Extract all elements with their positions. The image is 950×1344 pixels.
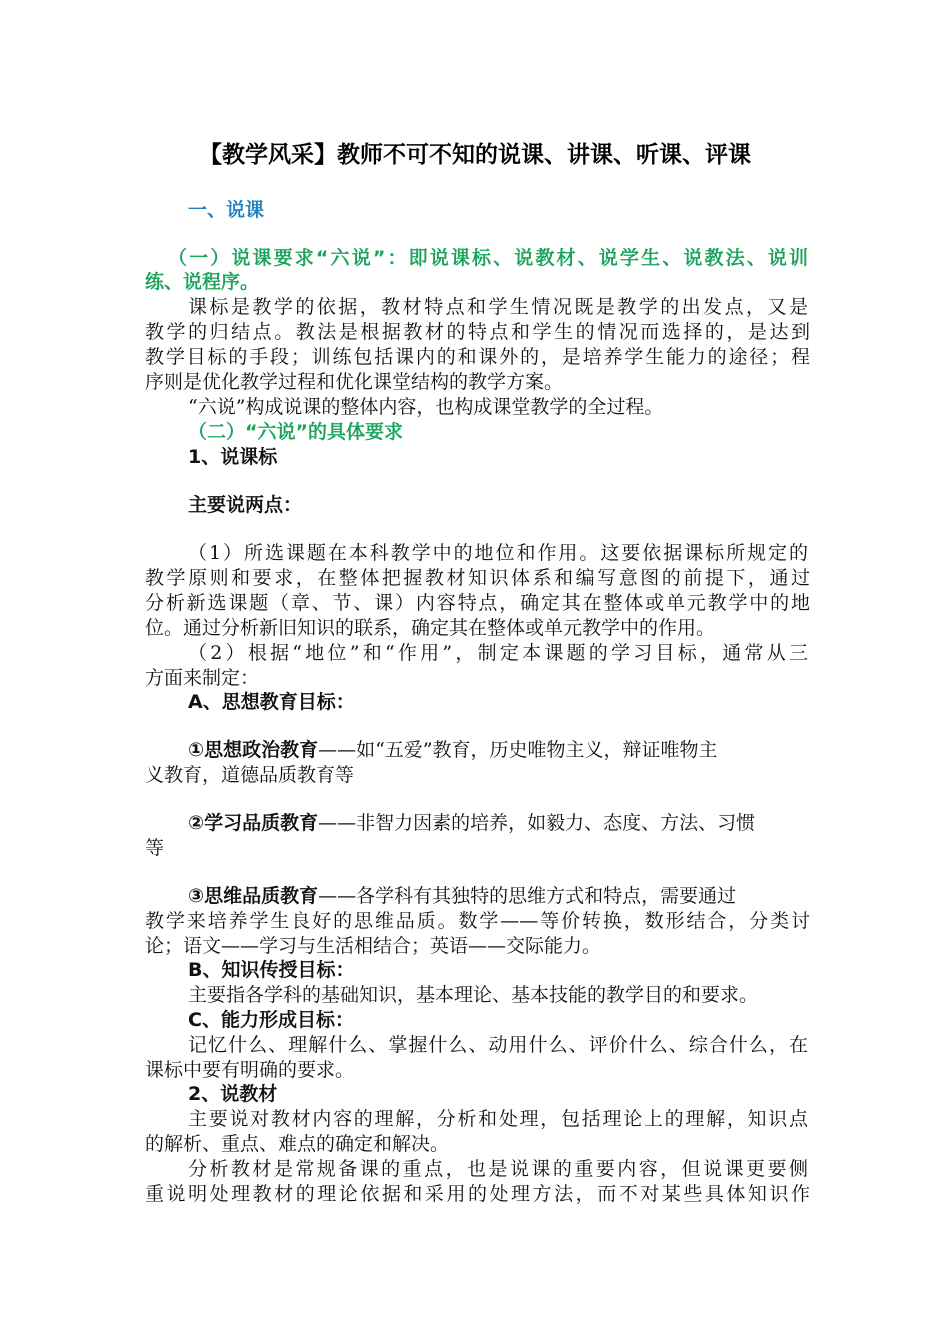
item-2-line1 [188,811,808,835]
paragraph-1-line1: 课标是教学的依据，教材特点和学生情况既是教学的出发点，又是 [188,296,808,318]
paragraph-3-line4: 位。通过分析新旧知识的联系，确定其在整体或单元教学中的作用。 [145,617,716,639]
paragraph-3-line2: 教学原则和要求，在整体把握教材知识体系和编写意图的前提下，通过 [145,567,810,589]
item-1-label: ①思想政治教育 [188,739,319,761]
paragraph-1-line3: 教学目标的手段；训练包括课内的和课外的，是培养学生能力的途径；程 [145,346,810,368]
item-2-text: ——非智力因素的培养，如毅力、态度、方法、习惯 [318,812,756,834]
item-1-text: ——如“五爱”教育，历史唯物主义，辩证唯物主 [318,739,718,761]
paragraph-4-line1: （2）根据“地位”和“作用”，制定本课题的学习目标，通常从三 [188,642,808,664]
subheading-specific-requirements: （二）“六说”的具体要求 [188,421,403,443]
item-2-label: ②学习品质教育 [188,812,319,834]
heading-ideology-goals: A、思想教育目标： [188,691,355,713]
item-1-line2: 义教育，道德品质教育等 [145,764,355,786]
paragraph-4-line2: 方面来制定： [145,667,260,689]
item-3-label: ③思维品质教育 [188,885,319,907]
paragraph-1-line4: 序则是优化教学过程和优化课堂结构的教学方案。 [145,371,564,393]
paragraph-1-line2: 教学的归结点。教法是根据教材的特点和学生的情况而选择的，是达到 [145,321,810,343]
paragraph-6-line2: 重说明处理教材的理论依据和采用的处理方法，而不对某些具体知识作 [145,1183,810,1205]
item-3-text: ——各学科有其独特的思维方式和特点，需要通过 [318,885,737,907]
heading-ability-goals: C、能力形成目标： [188,1009,354,1031]
paragraph-3-line1: （1）所选课题在本科教学中的地位和作用。这要依据课标所规定的 [188,542,808,564]
paragraph-5-line1: 主要说对教材内容的理解，分析和处理，包括理论上的理解，知识点 [188,1108,808,1130]
heading-shuo-kebiao: 1、说课标 [188,446,278,468]
paragraph-knowledge: 主要指各学科的基础知识，基本理论、基本技能的教学目的和要求。 [188,984,759,1006]
subheading-six-requirements-line1: （一）说课要求“六说”：即说课标、说教材、说学生、说教法、说训 [168,247,808,269]
section-heading-shuoke: 一、说课 [188,199,265,221]
document-title: 【教学风采】教师不可不知的说课、讲课、听课、评课 [199,142,751,168]
paragraph-ability-line1: 记忆什么、理解什么、掌握什么、动用什么、评价什么、综合什么，在 [188,1034,808,1056]
paragraph-3-line3: 分析新选课题（章、节、课）内容特点，确定其在整体或单元教学中的地 [145,592,810,614]
paragraph-5-line2: 的解析、重点、难点的确定和解决。 [145,1133,450,1155]
paragraph-2: “六说”构成说课的整体内容，也构成课堂教学的全过程。 [188,396,664,418]
heading-shuo-jiaocai: 2、说教材 [188,1083,278,1105]
item-3-line1 [188,884,808,908]
item-2-line2: 等 [145,837,165,859]
item-1-line1 [188,738,808,762]
paragraph-6-line1: 分析教材是常规备课的重点，也是说课的重要内容，但说课更要侧 [188,1158,808,1180]
item-3-line3: 论；语文——学习与生活相结合；英语——交际能力。 [145,935,602,957]
subheading-six-requirements-line2: 练、说程序。 [145,271,260,293]
paragraph-ability-line2: 课标中要有明确的要求。 [145,1059,355,1081]
heading-knowledge-goals: B、知识传授目标： [188,959,355,981]
item-3-line2: 教学来培养学生良好的思维品质。数学——等价转换，数形结合，分类讨 [145,910,810,932]
heading-two-points: 主要说两点： [188,494,303,516]
